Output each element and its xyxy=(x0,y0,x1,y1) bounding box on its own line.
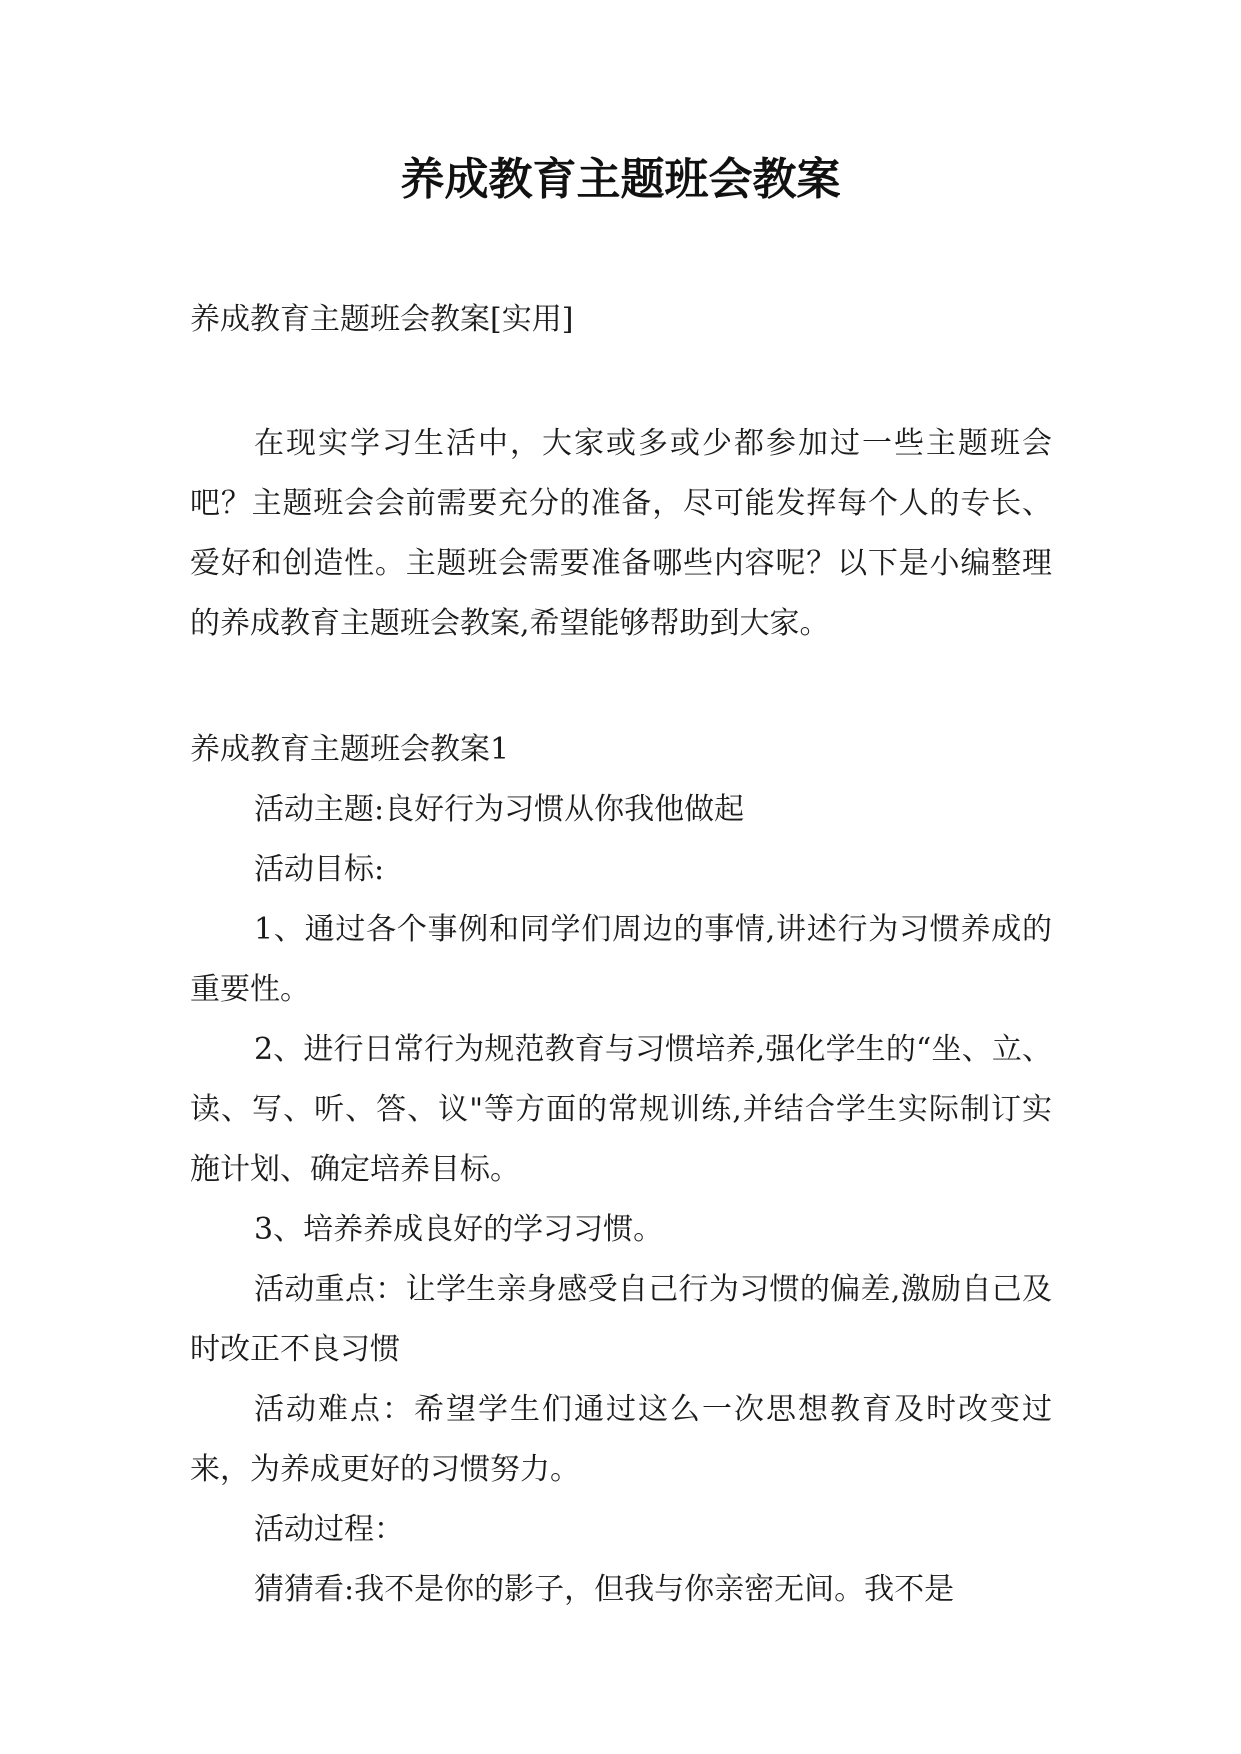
activity-goals-label: 活动目标: xyxy=(254,852,385,887)
activity-focus: 活动重点：让学生亲身感受自己行为习惯的偏差,激励自己及时改正不良习惯 xyxy=(190,1272,1052,1367)
intro-paragraph: 在现实学习生活中，大家或多或少都参加过一些主题班会吧？主题班会会前需要充分的准备，尽可能发挥每个人的专长、爱好和创造性。主题班会需要准备哪些内容呢？以下是小编整理的养成教育主题班会教案,希望能够帮助到大家。 xyxy=(190,426,1052,641)
document-body xyxy=(190,290,1052,1620)
section-heading: 养成教育主题班会教案1 xyxy=(190,732,510,767)
document-title: 养成教育主题班会教案 xyxy=(400,154,841,205)
document-subtitle: 养成教育主题班会教案[实用] xyxy=(190,302,574,337)
goal-item-2: 2、进行日常行为规范教育与习惯培养,强化学生的“坐、立、读、写、听、答、议"等方面的常规训练,并结合学生实际制订实施计划、确定培养目标。 xyxy=(190,1032,1052,1187)
goal-item-1: 1、通过各个事例和同学们周边的事情,讲述行为习惯养成的重要性。 xyxy=(190,912,1052,1007)
activity-difficulty: 活动难点：希望学生们通过这么一次思想教育及时改变过来，为养成更好的习惯努力。 xyxy=(190,1392,1052,1487)
activity-process-label: 活动过程： xyxy=(254,1512,404,1547)
activity-theme: 活动主题:良好行为习惯从你我他做起 xyxy=(254,792,745,827)
guessing-paragraph: 猜猜看:我不是你的影子，但我与你亲密无间。我不是 xyxy=(254,1572,955,1607)
goal-item-3: 3、培养养成良好的学习习惯。 xyxy=(254,1212,664,1247)
